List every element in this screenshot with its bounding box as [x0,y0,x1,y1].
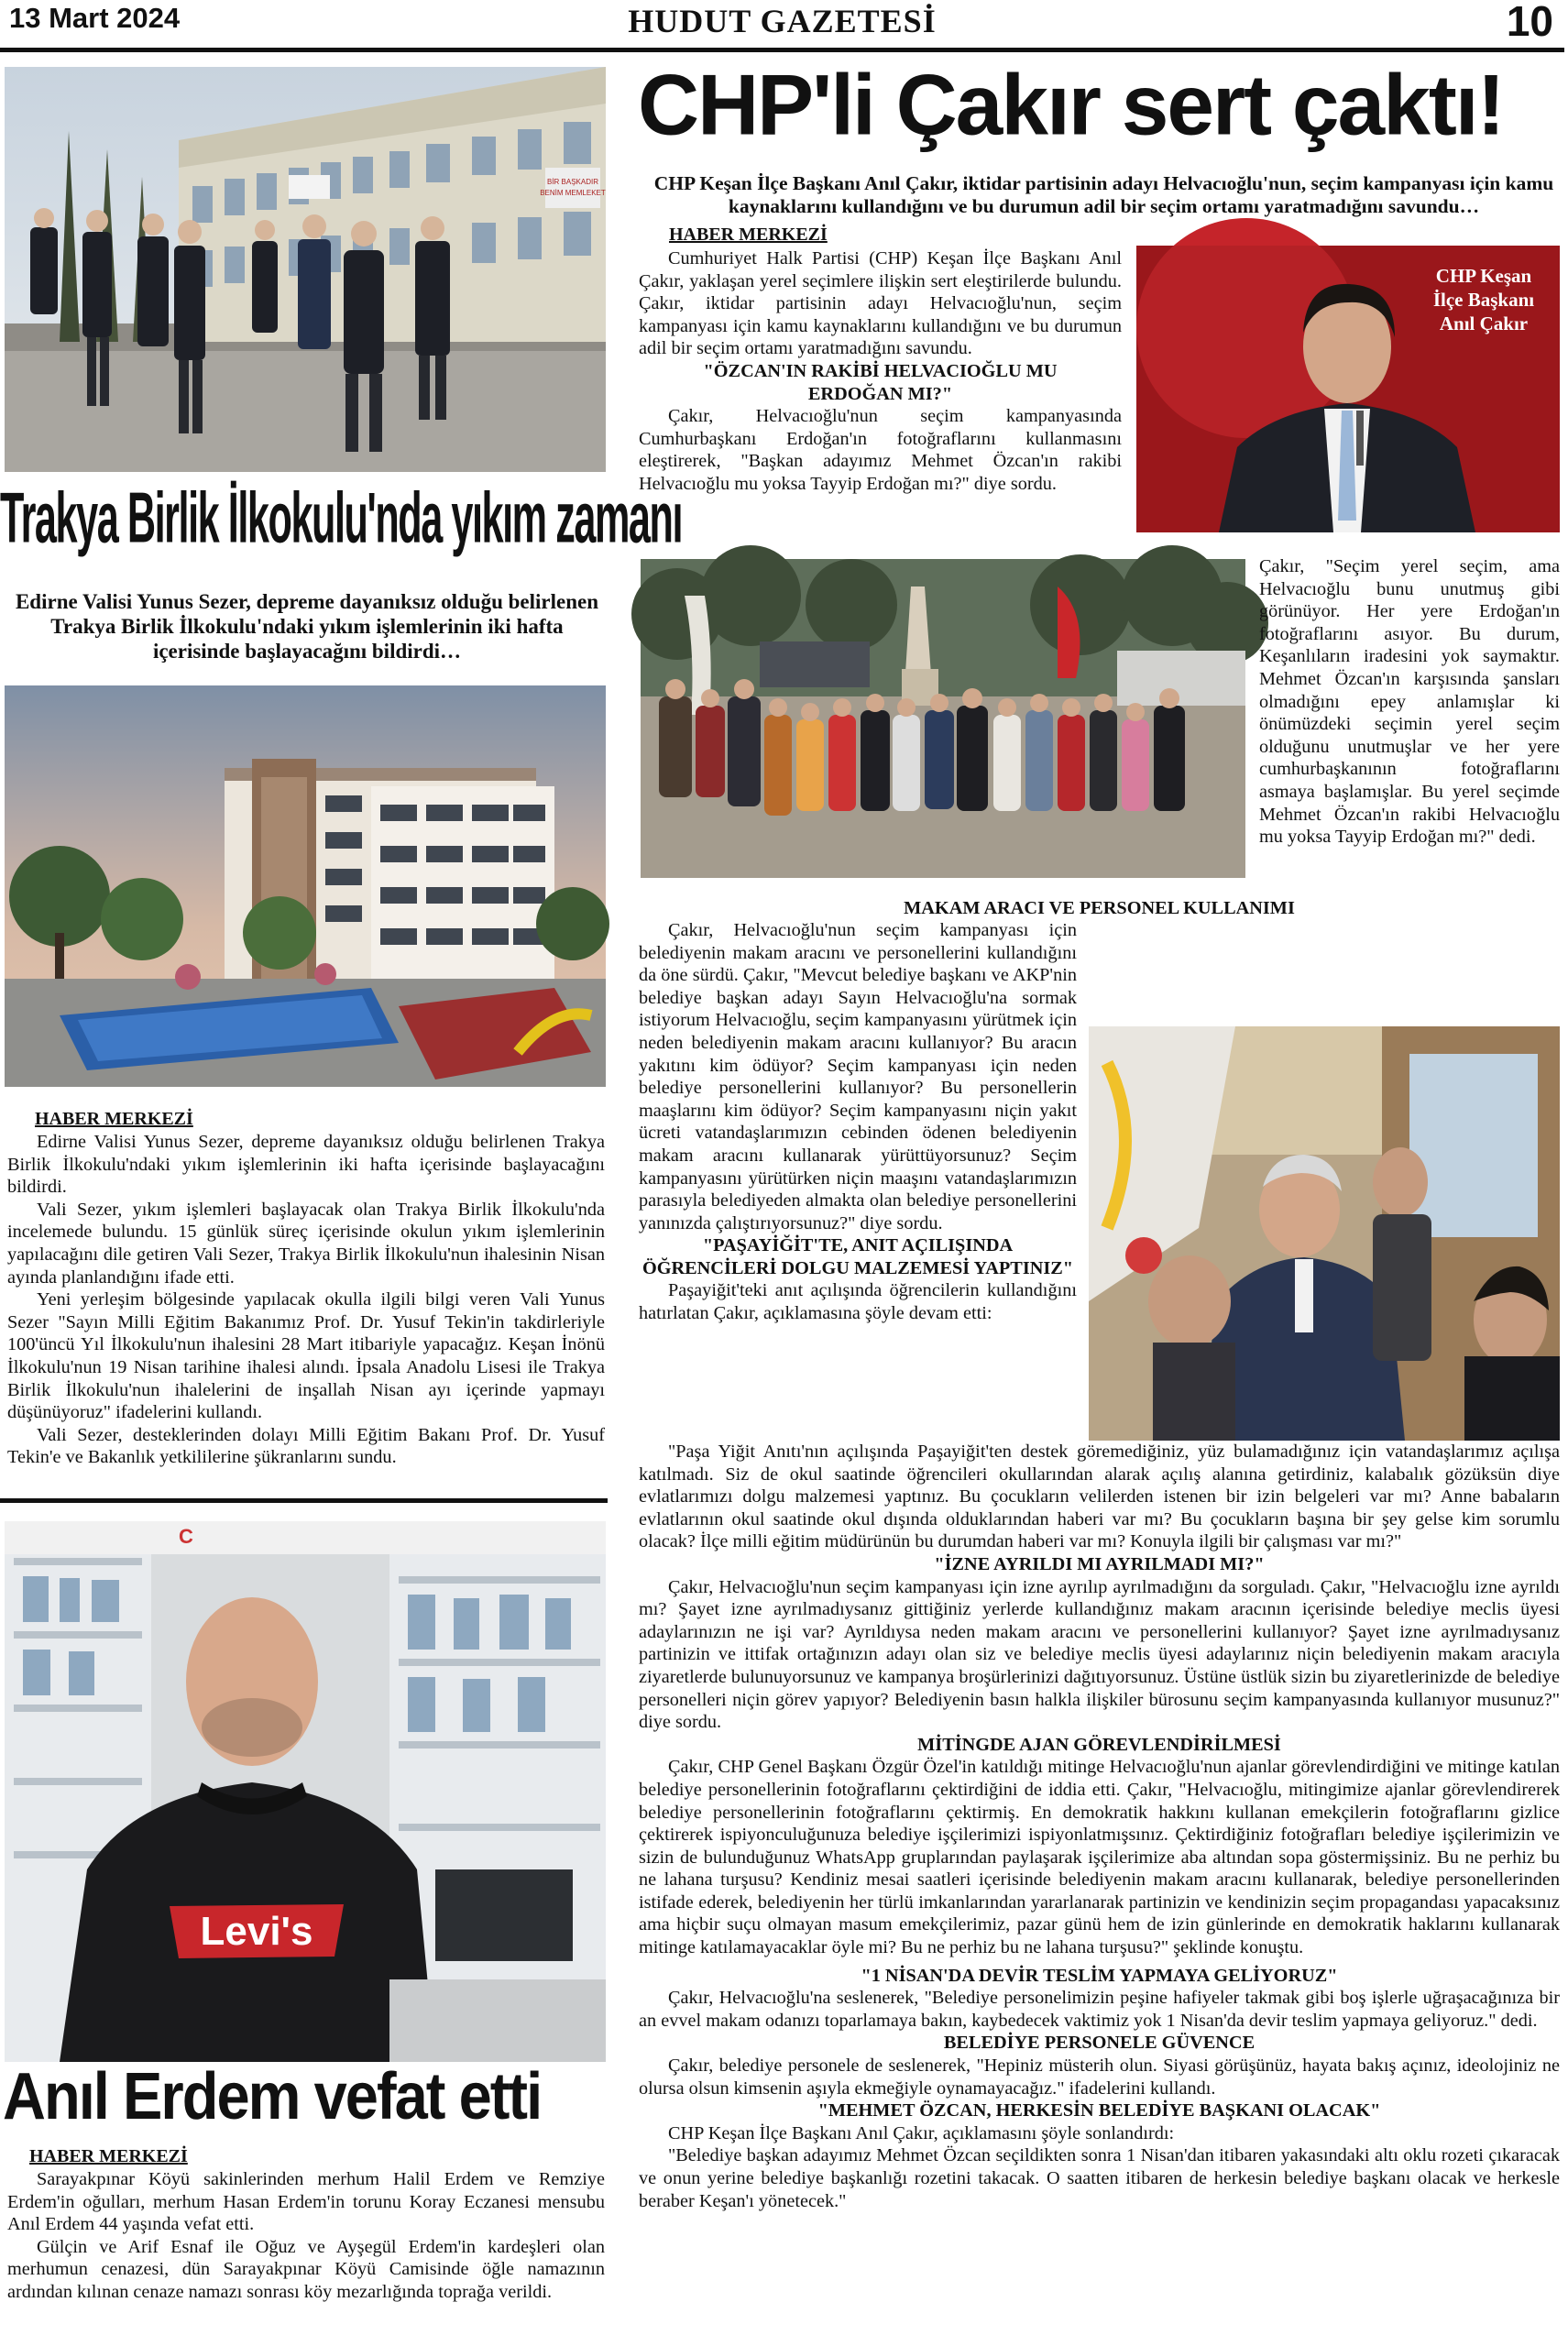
campaign-street-photo [1089,1026,1560,1441]
svg-text:C: C [179,1525,193,1548]
story1-paragraph: Vali Sezer, yıkım işlemleri başlayacak olan Trakya Birlik İlkokulu'nda incelemede bulundu. 15 günlük süreç içerisinde okulun yıkım işlemlerinin yapılacağını dile getiren Vali Sezer, Trakya Birlik İlkokulu'nun ihalesinin Nisan ayında planlandığını ifade etti. [7,1199,605,1288]
story3-side-column [1259,555,1560,849]
story2-paragraph: Gülçin ve Arif Esnaf ile Oğuz ve Ayşegül Erdem'in kardeşleri olan merhumun cenazesi, dün Sarayakpınar Köyü Camisinde öğle namazının ardından kılınan cenaze namazı sonrası köy mezarlığında toprağa verildi. [7,2236,605,2302]
story3-body-full-a [639,919,1077,1234]
story1-body [7,1131,605,1469]
story1-headline-box [0,477,683,568]
caption-line: CHP Keşan [1435,265,1532,287]
story3-paragraph: Çakır, CHP Genel Başkanı Özgür Özel'in katıldığı mitinge Helvacıoğlu'nun ajanlar görevlendirdiğini ve mitinge katılan belediye personellerinin fotoğraflarını çektirdiğini de iddia etti. Çakır, "Helvacıoğlu, mitingimize ajanlar görevlendirerek belediye personellerinin fotoğraflarını çektirmiş. En demokratik hakkını kullanan emekçilerin fotoğraflarını gizlice çektirerek ispiyonculuğunuza belediye işçilerimizi ispiyonlatmışsınız. Çektirdiğiniz fotoğrafları belediye işçilerimizin ve sizin de bulunduğunuz WhatsApp gruplarından paylaşarak işçilerimize aba altından sopa göstermişsiniz. Bu ne perhiz bu ne lahana turşusu? Kendiniz mesai saatleri içerisinde belediyenin makam aracını kullanarak, belediye personellerinden istifade ederek, belediyenin her türlü imkanlarından yararlanarak partinizin ve kendinizin seçim propagandası yapacaksınız ama hiçbir suçu olmayan masum emekçilerimiz, pazar günü hem de izin günlerinde en demokratik haklarını kullanarak mitinge katılamayacaklar öyle mi? Bu ne perhiz bu ne lahana turşusu?" şeklinde konuştu. [639,1757,1560,1958]
story2-byline: HABER MERKEZİ [29,2146,188,2166]
story3-subhead: MİTİNGDE AJAN GÖREVLENDİRİLMESİ [917,1734,1281,1755]
page-number: 10 [1506,0,1553,45]
story3-paragraph: Cumhuriyet Halk Partisi (CHP) Keşan İlçe Başkanı Anıl Çakır, yaklaşan yerel seçimlere ilişkin sert eleştirilerde bulundu. Çakır, iktidar partisinin adayı Helvacıoğlu'nun, seçim kampanyası için kamu kaynaklarını kullandığını ve bu durumun adil bir seçim ortamı yaratmadığını savundu. [639,248,1122,359]
story3-paragraph: Çakır, "Seçim yerel seçim, ama Helvacıoğlu bunu unutmuş gibi görünüyor. Her yere Erdoğan'ın fotoğraflarını asıyor. Bu durum, Keşanlıların iradesini yok saymaktır. Mehmet Özcan'ın karşısında şansları olmadığını epey anlamışlar ki önümüzdeki seçimin yerel seçim olduğunu unutmuşlar ve her yere cumhurbaşkanının fotoğraflarını asmaya başlamışlar. Bu yerel seçimde Mehmet Özcan'ın rakibi Helvacıoğlu mu yoksa Tayyip Erdoğan mı?" dedi. [1259,556,1560,848]
issue-date: 13 Mart 2024 [9,2,181,34]
story1-lede: Edirne Valisi Yunus Sezer, depreme dayanıksız olduğu belirlenen Trakya Birlik İlkokulu'ndaki yıkım işlemlerinin iki hafta içerisinde başlayacağını bildirdi… [15,590,599,663]
story3-subhead: "1 NİSAN'DA DEVİR TESLİM YAPMAYA GELİYORUZ" [861,1965,1338,1986]
story1-paragraph: Yeni yerleşim bölgesinde yapılacak okulla ilgili bilgi veren Vali Yunus Sezer "Sayın Milli Eğitim Bakanımız Prof. Dr. Yusuf Tekin'in takdirleriyle 100'üncü Yıl İlkokulu'nun ihalesini 28 Mart itibariyle yapacağız. Keşan İnönü İlkokulu'nun 19 Nisan tarihine ihalesi alındı. İpsala Anadolu Lisesi ile Trakya Birlik İlkokulu'nun ihalelerini de inşallah Nisan ayı içerinde yapmayı düşünüyoruz" ifadelerini kullandı. [7,1289,605,1423]
story2-paragraph: Sarayakpınar Köyü sakinlerinden merhum Halil Erdem ve Remziye Erdem'in oğulları, merhum Hasan Erdem'in torunu Koray Eczanesi mensubu Anıl Erdem 44 yaşında vefat etti. [7,2169,605,2235]
story3-paragraph: Çakır, Helvacıoğlu'nun seçim kampanyası için izne ayrılıp ayrılmadığını da sorguladı. Çakır, "Helvacıoğlu izne ayrıldı mı? Şayet izne ayrılmadıysanız gittiğiniz yerlerde kullandığınız makam aracının içerisinde belediye meclis üyesi adaylarınızın ne işi var? Ayrıldıysa neden makam aracını ve personellerini kullanıyor? Şayet izne ayrılmadıysanız partinizin ve ittifak ortağınızın adayı olan siz ve belediye meclis üyesi adaylarınız niçin belediyenin makam aracıyla ziyaretlerde bulunuyorsunuz ve kampanya broşürlerinizi dağıtıyorsunuz. Üstüne üstlük sizin bu ziyaretlerinizde de belediye personelleri niçin görev yapıyor? Belediyenin basın halkla ilişkiler bürosunu seçim kampanyasında kullanıyor musunuz?" diye sordu. [639,1576,1560,1733]
story3-subhead: "ÖZCAN'IN RAKİBİ HELVACIOĞLU MU ERDOĞAN MI?" [703,360,1058,404]
story3-subhead: "PAŞAYİĞİT'TE, ANIT AÇILIŞINDA ÖĞRENCİLERİ DOLGU MALZEMESİ YAPTINIZ" [641,1235,1074,1278]
monument-crowd-photo [641,559,1245,878]
cakir-photo-caption [1411,264,1556,335]
story3-narrow-block [639,1234,1077,1324]
story3-subhead: "MEHMET ÖZCAN, HERKESİN BELEDİYE BAŞKANI OLACAK" [817,2100,1381,2121]
story1-byline: HABER MERKEZİ [35,1109,193,1129]
school-rendering-photo [5,685,606,1087]
header-rule [0,48,1564,52]
story3-intro [639,247,1122,496]
caption-line: İlçe Başkanı [1432,289,1535,311]
story3-paragraph: "Paşa Yiğit Anıtı'nın açılışında Paşayiğit'ten destek göremediğiniz, yüz bulamadığınız için vatandaşlarımız açılışa katılmadı. Siz de okul saatinde öğrencileri okullarından alarak açılış alanına getirdiniz, kalabalık gözüksün diye evlatlarımızı dolgu malzemesi yaptınız. Bu çocukların velilerden istenen bir izin belgeleri var mı? Anne babaların evlatlarının okul saatinde okul dışında olduklarından haberi var mı? Bu çocukların başına bir şey gelse kim sorumlu olacak? İlçe milli eğitim müdürünün bu durumdan haberi var mı? Konuyla ilgili bir çalışması var mı?" [639,1442,1560,1552]
story2-headline-box [3,2057,610,2140]
svg-text:BENİM MEMLEKET: BENİM MEMLEKET [540,189,606,197]
shirt-logo: Levi's [200,1909,313,1954]
story3-subhead: "İZNE AYRILDI MI AYRILMADI MI?" [934,1553,1265,1574]
story3-paragraph: CHP Keşan İlçe Başkanı Anıl Çakır, açıklamasını şöyle sonlandırdı: [668,2122,1175,2143]
story3-paragraph: Çakır, Helvacıoğlu'nun seçim kampanyası için belediyenin makam aracını ve personellerini kullandığını da öne sürdü. Çakır, "Mevcut belediye başkanı ve AKP'nin belediye başkan adayı Sayın Helvacıoğlu'na sormak istiyorum Helvacıoğlu, seçim kampanyasını yürütmek için neden belediyenin makam aracını kullanıyor? Bu aracın yakıtını kim ödüyor? Seçim kampanyası için neden belediye personellerini kullanıyor? Bu personellerin maaşlarını kim ödüyor? Seçim kampanyasını niçin yakıt ücreti vatandaşlarımızın cebinden ödenen belediyenin makam aracını kullanarak yürüttüyorsunuz? Seçim kampanyasını yürütürken niçin maaşını vatandaşlarımızın parasıyla belediyeden almakta olan belediye personellerini yanınızda çalıştırıyorsunuz?" diye sordu. [639,920,1077,1233]
story3-headline: CHP'li Çakır sert çaktı! [638,58,1504,154]
story2-headline: Anıl Erdem vefat etti [3,2058,542,2133]
portrait-photo [5,1521,606,2062]
story3-headline-box [638,57,1559,158]
story3-paragraph: Çakır, belediye personele de seslenerek, "Hepiniz müsterih olun. Siyasi görüşünüz, hayata bakış açınız, ideolojiniz ne olursa olsun kimsenin aşıyla ekmeğiyle oynamayacağız." ifadelerini kullandı. [639,2055,1560,2099]
masthead: HUDUT GAZETESİ [628,3,937,39]
story3-paragraph: Çakır, Helvacıoğlu'na seslenerek, "Belediye personelimizin peşine hafiyeler takmak gibi boş işlerle uğraşacağınıza bir an evvel makam odanızı toparlamaya bakın, kaybedecek vaktimiz yok 1 Nisan'da devir teslim yapmaya geliyoruz." dedi. [639,1988,1560,2031]
story1-paragraph: Edirne Valisi Yunus Sezer, depreme dayanıksız olduğu belirlenen Trakya Birlik İlkokulu'ndaki yıkım işlemlerinin iki hafta içerisinde başlayacağını bildirdi. [7,1132,605,1198]
caption-line: Anıl Çakır [1439,312,1529,334]
story3-paragraph: Çakır, Helvacıoğlu'nun seçim kampanyasında Cumhurbaşkanı Erdoğan'ın fotoğraflarını kullanmasını eleştirerek, "Başkan adayımız Mehmet Özcan'ın rakibi Helvacıoğlu mu yoksa Tayyip Erdoğan mı?" diye sordu. [639,406,1122,494]
story3-body-full-b [639,1441,1560,2212]
story1-paragraph: Vali Sezer, desteklerinden dolayı Milli Eğitim Bakanı Prof. Dr. Yusuf Tekin'e ve Bakanlık yetkililerine şükranlarını sundu. [7,1424,605,1468]
story3-lede: CHP Keşan İlçe Başkanı Anıl Çakır, iktidar partisinin adayı Helvacıoğlu'nun, seçim kampanyası için kamu kaynaklarını kullandığını ve bu durumun adil bir seçim ortamı yaratmadığını savundu… [653,172,1554,217]
story3-subhead: BELEDİYE PERSONELE GÜVENCE [943,2033,1255,2054]
story2-body [7,2168,605,2304]
school-visit-photo [5,67,606,472]
svg-text:BİR BAŞKADIR: BİR BAŞKADIR [546,178,599,186]
story1-rule [0,1498,608,1503]
story3-subhead: MAKAM ARACI VE PERSONEL KULLANIMI [904,898,1295,918]
story1-headline: Trakya Birlik İlkokulu'nda yıkım zamanı [0,477,683,558]
story3-paragraph: "Belediye başkan adayımız Mehmet Özcan seçildikten sonra 1 Nisan'dan itibaren yakasındaki altı oklu rozeti çıkaracak ve onun yerine belediye başkanlığı rozetini takacak. O saatten itibaren de herkesin belediye başkanı olacak ve herkesle beraber Keşan'ı yönetecek." [639,2145,1560,2211]
story3-byline: HABER MERKEZİ [669,225,828,245]
story3-paragraph: Paşayiğit'teki anıt açılışında öğrencilerin kullandığını hatırlatan Çakır, açıklamasına şöyle devam etti: [639,1280,1077,1323]
